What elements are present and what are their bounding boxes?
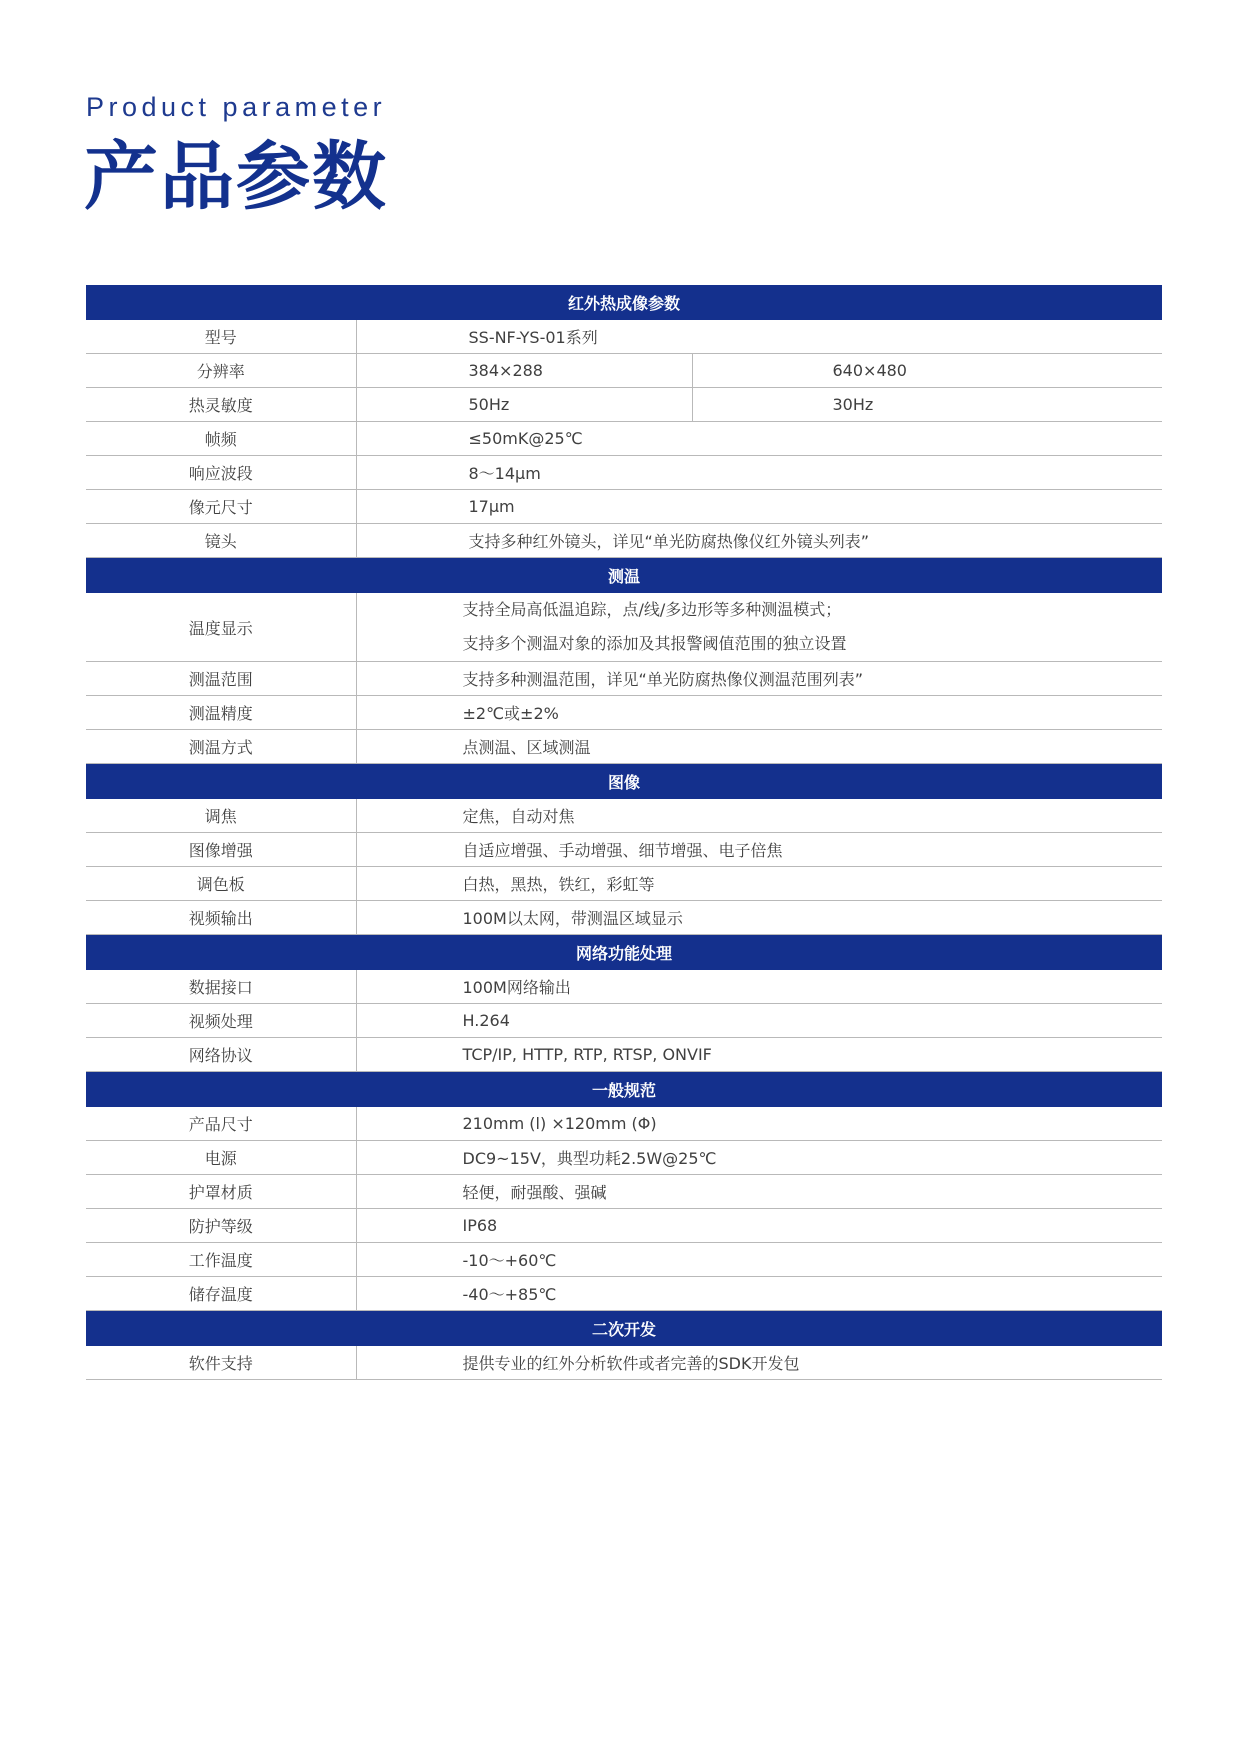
row-value: 210mm (l) ×120mm (Φ) (356, 1107, 1162, 1141)
row-value: SS-NF-YS-01系列 (356, 320, 1162, 354)
row-label: 测温方式 (86, 730, 356, 764)
row-value: 100M网络输出 (356, 970, 1162, 1004)
spec-table (86, 285, 1162, 1380)
row-label: 储存温度 (86, 1277, 356, 1311)
row-value: 自适应增强、手动增强、细节增强、电子倍焦 (356, 833, 1162, 867)
section-header-general (86, 1072, 1162, 1107)
row-label: 工作温度 (86, 1243, 356, 1277)
table-row-video-out (86, 901, 1162, 935)
row-value: 支持多种测温范围，详见“单光防腐热像仪测温范围列表” (356, 662, 1162, 696)
row-value: -10～+60℃ (356, 1243, 1162, 1277)
row-label: 调焦 (86, 799, 356, 833)
row-label: 测温范围 (86, 662, 356, 696)
row-value-line: 支持全局高低温追踪，点/线/多边形等多种测温模式； (462, 600, 842, 619)
row-label: 电源 (86, 1141, 356, 1175)
row-value-primary: 384×288 (356, 354, 692, 388)
row-value: 点测温、区域测温 (356, 730, 1162, 764)
table-row-band (86, 456, 1162, 490)
section-title: 图像 (86, 764, 1162, 799)
table-row-enhance (86, 833, 1162, 867)
row-value: H.264 (356, 1004, 1162, 1038)
row-label: 测温精度 (86, 696, 356, 730)
table-row-protection (86, 1209, 1162, 1243)
section-header-temp (86, 558, 1162, 593)
table-row-accuracy (86, 696, 1162, 730)
page-subtitle: Product parameter (86, 92, 387, 122)
row-value: 17μm (356, 490, 1162, 524)
table-row-range (86, 662, 1162, 696)
row-label: 调色板 (86, 867, 356, 901)
table-row-model (86, 320, 1162, 354)
table-row-resolution (86, 354, 1162, 388)
table-row-display (86, 593, 1162, 662)
row-value: TCP/IP, HTTP, RTP, RTSP, ONVIF (356, 1038, 1162, 1072)
table-row-palette (86, 867, 1162, 901)
table-row-pixel (86, 490, 1162, 524)
row-value-primary: 50Hz (356, 388, 692, 422)
row-label: 像元尺寸 (86, 490, 356, 524)
row-value: 白热，黑热，铁红，彩虹等 (356, 867, 1162, 901)
table-row-work-temp (86, 1243, 1162, 1277)
row-label: 温度显示 (86, 593, 356, 662)
row-value-secondary: 30Hz (692, 388, 1162, 422)
table-row-power (86, 1141, 1162, 1175)
row-label: 护罩材质 (86, 1175, 356, 1209)
section-header-image (86, 764, 1162, 799)
table-row-protocol (86, 1038, 1162, 1072)
table-row-video-proc (86, 1004, 1162, 1038)
row-label: 网络协议 (86, 1038, 356, 1072)
section-title: 网络功能处理 (86, 935, 1162, 970)
section-title: 红外热成像参数 (86, 285, 1162, 320)
row-value: 支持多种红外镜头，详见“单光防腐热像仪红外镜头列表” (356, 524, 1162, 558)
row-value (356, 593, 1162, 662)
row-value: -40～+85℃ (356, 1277, 1162, 1311)
table-row-data-port (86, 970, 1162, 1004)
table-row-storage-temp (86, 1277, 1162, 1311)
section-title: 测温 (86, 558, 1162, 593)
row-label: 软件支持 (86, 1346, 356, 1380)
row-value: 8～14μm (356, 456, 1162, 490)
row-value: ±2℃或±2% (356, 696, 1162, 730)
row-value-secondary: 640×480 (692, 354, 1162, 388)
section-title: 一般规范 (86, 1072, 1162, 1107)
row-value: 100M以太网，带测温区域显示 (356, 901, 1162, 935)
row-label: 热灵敏度 (86, 388, 356, 422)
row-value: DC9~15V，典型功耗2.5W@25℃ (356, 1141, 1162, 1175)
row-label: 防护等级 (86, 1209, 356, 1243)
table-row-frame-rate (86, 422, 1162, 456)
section-title: 二次开发 (86, 1311, 1162, 1346)
section-header-network (86, 935, 1162, 970)
table-row-material (86, 1175, 1162, 1209)
row-label: 型号 (86, 320, 356, 354)
row-value: 定焦，自动对焦 (356, 799, 1162, 833)
table-row-method (86, 730, 1162, 764)
row-value: IP68 (356, 1209, 1162, 1243)
row-label: 数据接口 (86, 970, 356, 1004)
row-value: 提供专业的红外分析软件或者完善的SDK开发包 (356, 1346, 1162, 1380)
table-row-software (86, 1346, 1162, 1380)
row-label: 视频处理 (86, 1004, 356, 1038)
row-label: 帧频 (86, 422, 356, 456)
section-header-infrared (86, 285, 1162, 320)
row-label: 响应波段 (86, 456, 356, 490)
table-row-lens (86, 524, 1162, 558)
row-label: 产品尺寸 (86, 1107, 356, 1141)
row-label: 图像增强 (86, 833, 356, 867)
table-row-size (86, 1107, 1162, 1141)
row-value: 轻便，耐强酸、强碱 (356, 1175, 1162, 1209)
row-label: 分辨率 (86, 354, 356, 388)
row-label: 镜头 (86, 524, 356, 558)
row-value: ≤50mK@25℃ (356, 422, 1162, 456)
table-row-sensitivity (86, 388, 1162, 422)
section-header-dev (86, 1311, 1162, 1346)
table-row-focus (86, 799, 1162, 833)
row-value-line: 支持多个测温对象的添加及其报警阈值范围的独立设置 (462, 634, 847, 653)
row-label: 视频输出 (86, 901, 356, 935)
page-title: 产品参数 (84, 134, 388, 220)
